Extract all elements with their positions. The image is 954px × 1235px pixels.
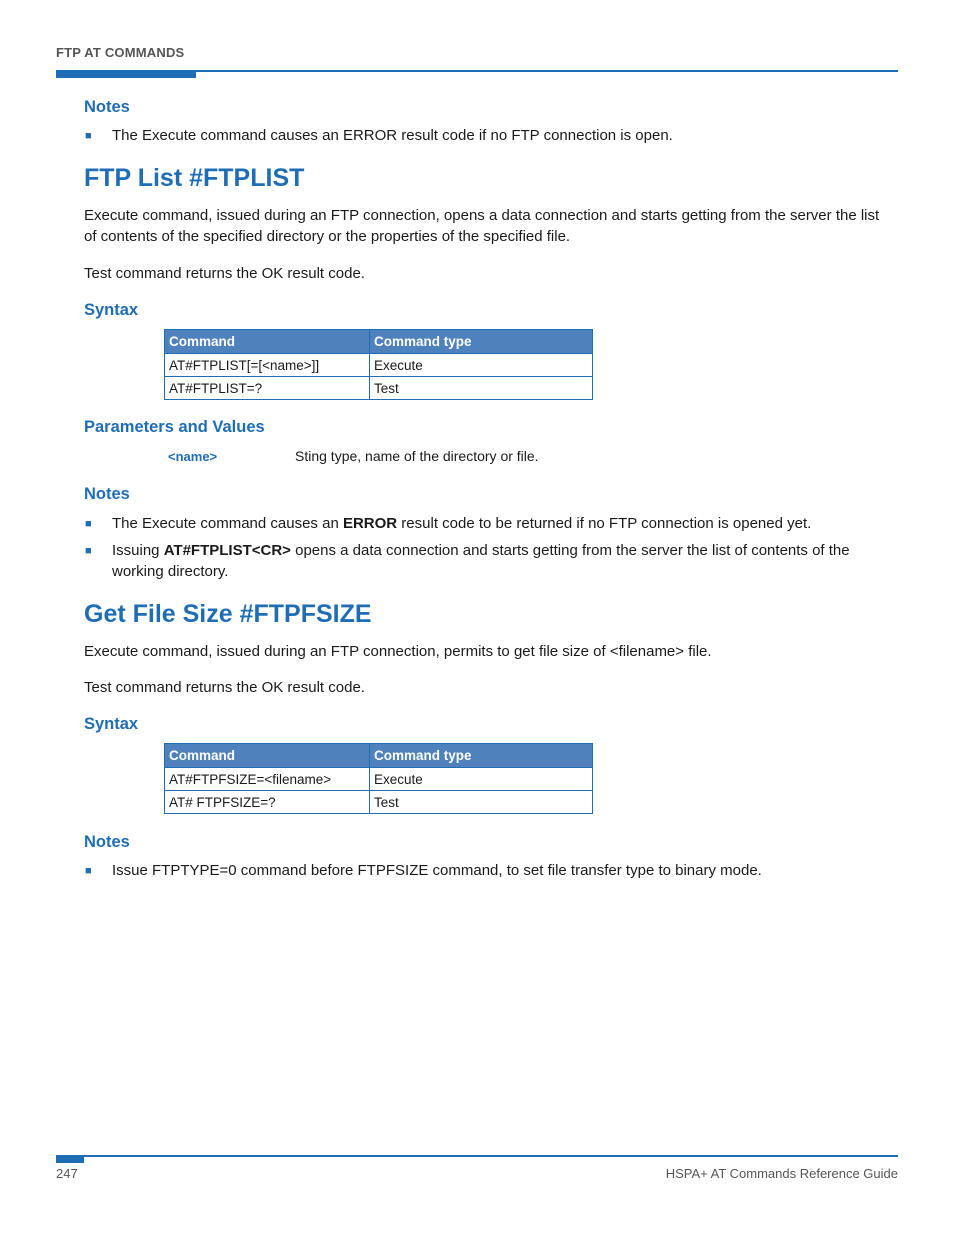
column-header-command: Command <box>165 330 370 354</box>
footer-doc-title: HSPA+ AT Commands Reference Guide <box>665 1166 898 1181</box>
note-text: Issue FTPTYPE=0 command before FTPFSIZE command, to set file transfer type to binary mode. <box>112 862 762 879</box>
column-header-command: Command <box>165 744 370 768</box>
notes-heading: Notes <box>84 98 130 116</box>
footer-accent-block <box>56 1155 84 1163</box>
notes-heading: Notes <box>84 485 130 503</box>
notes-heading: Notes <box>84 833 130 851</box>
column-header-command-type: Command type <box>370 330 593 354</box>
syntax-heading: Syntax <box>84 715 139 733</box>
table-row <box>165 768 593 791</box>
table-row <box>165 377 593 400</box>
table-row <box>165 354 593 377</box>
header-accent-block <box>56 70 196 78</box>
ftplist-description: Execute command, issued during an FTP connection, opens a data connection and starts getting from the server the list of contents of the specified directory or the properties of the specified file. <box>84 207 880 245</box>
note-text: The Execute command causes an ERROR result code if no FTP connection is open. <box>112 127 673 144</box>
table-cell-command: AT# FTPFSIZE=? <box>165 791 370 814</box>
table-cell-type: Execute <box>370 768 593 791</box>
param-description: Sting type, name of the directory or file. <box>295 448 539 464</box>
table-cell-command: AT#FTPLIST=? <box>165 377 370 400</box>
running-header: FTP AT COMMANDS <box>56 45 185 60</box>
ftpfsize-syntax-table <box>164 743 593 814</box>
table-cell-command: AT#FTPLIST[=[<name>]] <box>165 354 370 377</box>
table-header-row <box>165 744 593 768</box>
table-row <box>165 791 593 814</box>
bullet-square-icon: ■ <box>85 545 92 557</box>
syntax-heading: Syntax <box>84 301 139 319</box>
page-number: 247 <box>56 1166 78 1181</box>
ftpfsize-test-description: Test command returns the OK result code. <box>84 679 365 696</box>
bullet-square-icon: ■ <box>85 518 92 530</box>
param-name: <name> <box>168 449 218 464</box>
note-text: Issuing AT#FTPLIST<CR> opens a data connection and starts getting from the server the list of contents of the working directory. <box>112 542 850 580</box>
ftplist-test-description: Test command returns the OK result code. <box>84 265 365 282</box>
table-cell-command: AT#FTPFSIZE=<filename> <box>165 768 370 791</box>
section-title-ftplist: FTP List #FTPLIST <box>84 164 305 192</box>
parameters-heading: Parameters and Values <box>84 418 265 436</box>
table-header-row <box>165 330 593 354</box>
table-cell-type: Test <box>370 377 593 400</box>
table-cell-type: Execute <box>370 354 593 377</box>
ftplist-syntax-table <box>164 329 593 400</box>
bullet-square-icon: ■ <box>85 865 92 877</box>
column-header-command-type: Command type <box>370 744 593 768</box>
bullet-square-icon: ■ <box>85 130 92 142</box>
table-cell-type: Test <box>370 791 593 814</box>
footer-rule <box>56 1155 898 1157</box>
ftpfsize-description: Execute command, issued during an FTP connection, permits to get file size of <filename> file. <box>84 643 712 660</box>
note-text: The Execute command causes an ERROR result code to be returned if no FTP connection is opened yet. <box>112 515 812 532</box>
section-title-ftpfsize: Get File Size #FTPFSIZE <box>84 600 372 628</box>
